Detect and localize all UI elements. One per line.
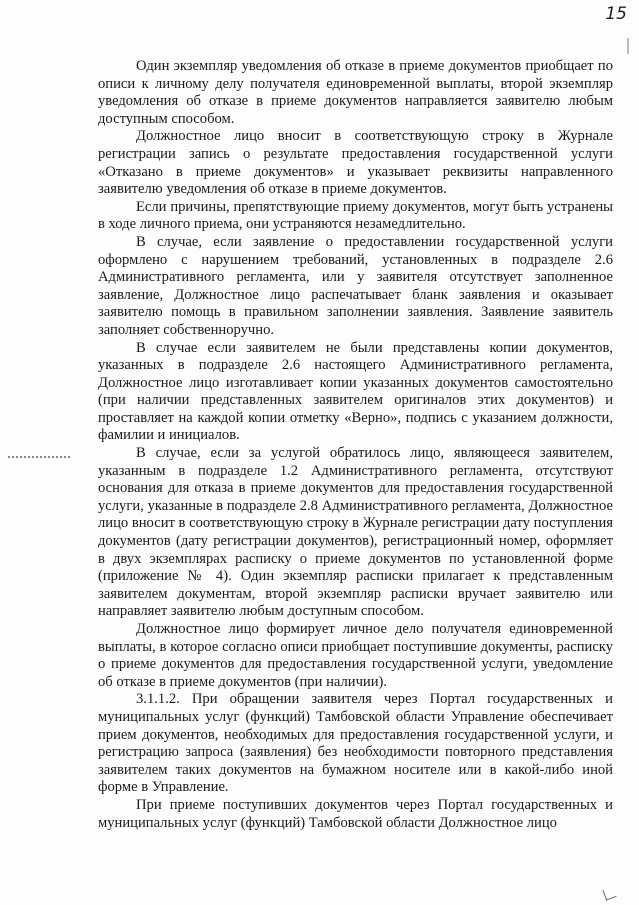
margin-mark <box>602 886 616 900</box>
page-number: 15 <box>605 4 627 24</box>
paragraph: Если причины, препятствующие приему документов, могут быть устранены в ходе личного приема, они устраняются незамедлительно. <box>98 198 613 233</box>
paragraph: При приеме поступивших документов через Портал государственных и муниципальных услуг (функций) Тамбовской области Должностное лицо <box>98 796 613 831</box>
document-body <box>98 58 613 832</box>
margin-mark <box>627 38 629 54</box>
margin-dots <box>8 456 70 462</box>
paragraph: Один экземпляр уведомления об отказе в приеме документов приобщает по описи к личному делу получателя единовременной выплаты, второй экземпляр уведомления об отказе в приеме документов направляется заявителю любым доступным способом. <box>98 58 613 127</box>
paragraph: 3.1.1.2. При обращении заявителя через Портал государственных и муниципальных услуг (функций) Тамбовской области Управление обеспечивает прием документов, необходимых для предоставления государственной услуги, и регистрацию запроса (заявления) без необходимости повторного представления заявителем таких документов на бумажном носителе или в какой-либо иной форме в Управление. <box>98 691 613 796</box>
paragraph: В случае, если за услугой обратилось лицо, являющееся заявителем, указанным в подразделе 1.2 Административного регламента, отсутствуют основания для отказа в приеме документов для предоставления государственной услуги, указанные в подразделе 2.8 Административного регламента, Должностное лицо вносит в соответствующую строку в Журнале регистрации дату поступления документов (дату регистрации документов), регистрационный номер, оформляет в двух экземплярах расписку о приеме документов по установленной форме (приложение № 4). Один экземпляр расписки прилагает к представленным заявителем документам, второй экземпляр расписки вручает заявителю или направляет заявителю любым доступным способом. <box>98 445 613 620</box>
paragraph: В случае, если заявление о предоставлении государственной услуги оформлено с нарушением требований, установленных в подразделе 2.6 Административного регламента, или у заявителя отсутствует заполненное заявление, Должностное лицо распечатывает бланк заявления и оказывает заявителю помощь в правильном заполнении заявления. Заявление заявитель заполняет собственноручно. <box>98 233 613 338</box>
paragraph: Должностное лицо вносит в соответствующую строку в Журнале регистрации запись о результате предоставления государственной услуги «Отказано в приеме документов» и указывает реквизиты направленного заявителю уведомления об отказе в приеме документов. <box>98 128 613 198</box>
paragraph: В случае если заявителем не были представлены копии документов, указанных в подразделе 2.6 настоящего Административного регламента, Должностное лицо изготавливает копии указанных документов самостоятельно (при наличии представленных заявителем оригиналов этих документов) и проставляет на каждой копии отметку «Верно», подпись с указанием должности, фамилии и инициалов. <box>98 339 613 444</box>
paragraph: Должностное лицо формирует личное дело получателя единовременной выплаты, в которое согласно описи приобщает поступившие документы, расписку о приеме документов для предоставления государственной услуги, уведомление об отказе в приеме документов (при наличии). <box>98 621 613 690</box>
